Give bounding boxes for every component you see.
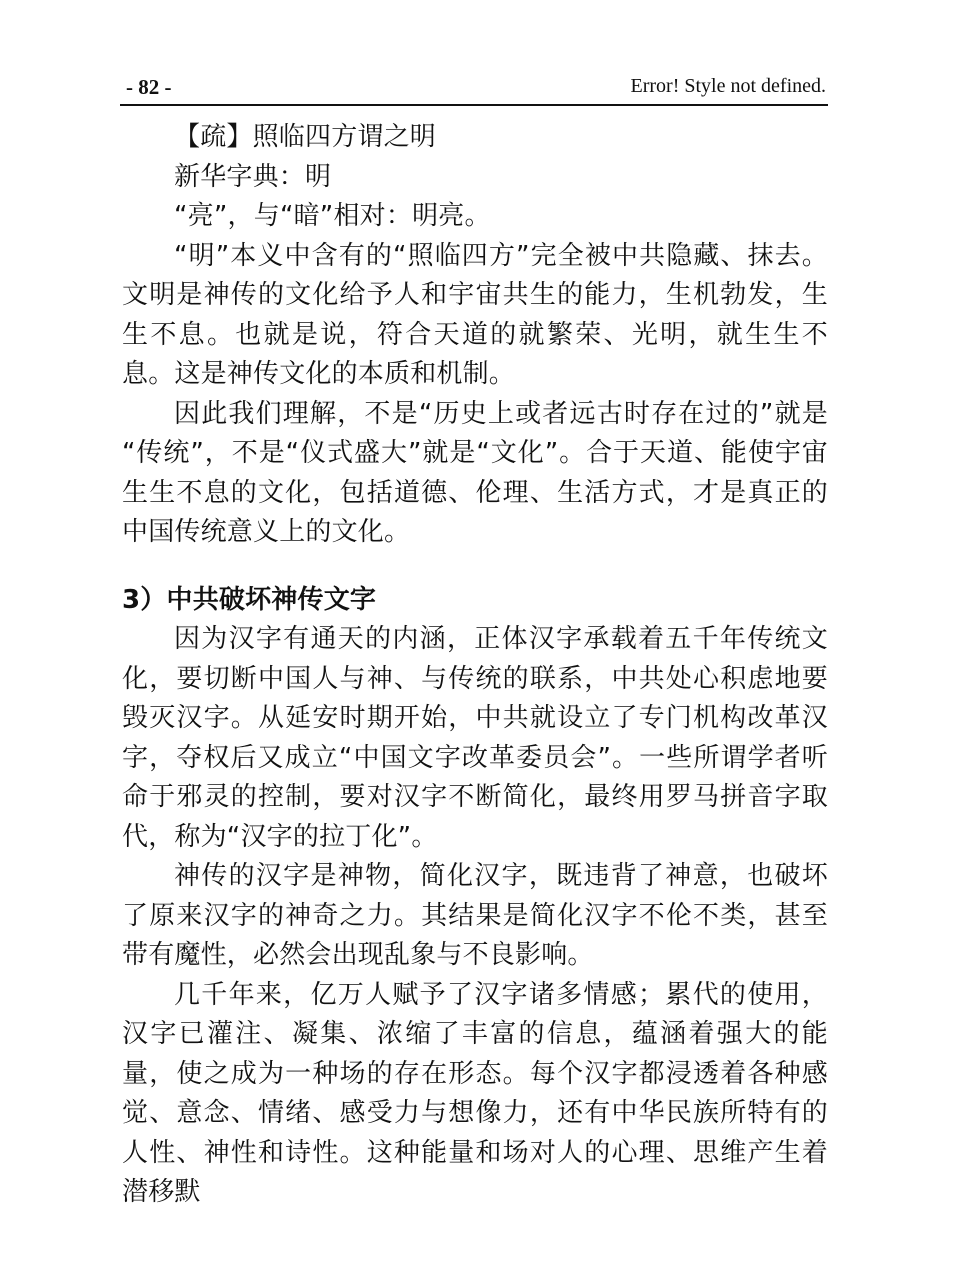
page-body	[122, 118, 828, 1213]
paragraph: 神传的汉字是神物，简化汉字，既违背了神意，也破坏了原来汉字的神奇之力。其结果是简化汉字不伦不类，甚至带有魔性，必然会出现乱象与不良影响。	[122, 861, 828, 970]
page-header	[120, 72, 828, 106]
running-head: Error! Style not defined.	[630, 75, 826, 97]
paragraph: 因为汉字有通天的内涵，正体汉字承载着五千年传统文化，要切断中国人与神、与传统的联系，中共处心积虑地要毁灭汉字。从延安时期开始，中共就设立了专门机构改革汉字，夺权后又成立“中国文字改革委员会”。一些所谓学者听命于邪灵的控制，要对汉字不断简化，最终用罗马拼音字取代，称为“汉字的拉丁化”。	[122, 624, 828, 852]
definition-line: “亮”，与“暗”相对：明亮。	[174, 201, 491, 231]
section-heading: 3）中共破坏神传文字	[122, 584, 377, 615]
paragraph: 几千年来，亿万人赋予了汉字诸多情感；累代的使用，汉字已灌注、凝集、浓缩了丰富的信息，蕴涵着强大的能量，使之成为一种场的存在形态。每个汉字都浸透着各种感觉、意念、情绪、感受力与想像力，还有中华民族所特有的人性、神性和诗性。这种能量和场对人的心理、思维产生着潜移默	[122, 979, 828, 1207]
page-number: - 82 -	[126, 75, 172, 99]
dictionary-line: 新华字典：明	[174, 161, 332, 192]
paragraph: 因此我们理解，不是“历史上或者远古时存在过的”就是 “传统”，不是“仪式盛大”就是“文化”。合于天道、能使宇宙生生不息的文化，包括道德、伦理、生活方式，才是真正的中国传统意义上的文化。	[122, 398, 828, 547]
note-line: 【疏】照临四方谓之明	[174, 122, 437, 152]
paragraph: “明”本义中含有的“照临四方”完全被中共隐藏、抹去。文明是神传的文化给予人和宇宙共生的能力，生机勃发，生生不息。也就是说，符合天道的就繁荣、光明，就生生不息。这是神传文化的本质和机制。	[122, 240, 828, 389]
